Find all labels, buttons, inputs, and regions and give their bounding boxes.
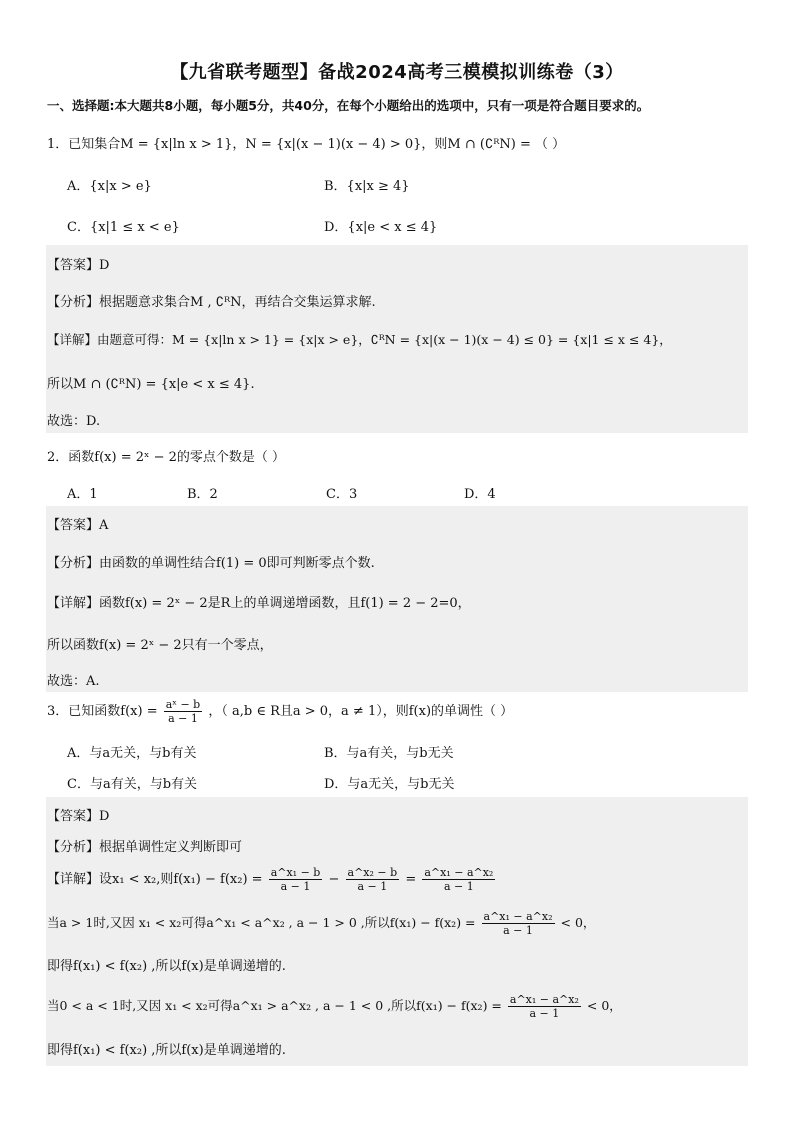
- q1-stem: 1．已知集合M = {x|ln x > 1}，N = {x|(x − 1)(x − 4) > 0}，则M ∩ (∁ᴿN) = （ ）: [47, 137, 566, 152]
- q3-case-2-suffix: < 0，: [586, 998, 622, 1013]
- q3-stem-suffix: ，（ a,b ∈ R且a > 0，a ≠ 1），则f(x)的单调性（ ）: [208, 704, 514, 719]
- q3-analysis: 【分析】根据单调性定义判断即可: [47, 840, 243, 855]
- q1-detail-1: 【详解】由题意可得：M = {x|ln x > 1} = {x|x > e}，∁ᴿN = {x|(x − 1)(x − 4) ≤ 0} = {x|1 ≤ x ≤ 4}，: [47, 332, 672, 347]
- q2-option-c: C．3: [326, 487, 358, 502]
- q3-stem-fraction-denominator: a − 1: [168, 712, 198, 725]
- q3-stem-prefix: 3．已知函数f(x) =: [47, 704, 158, 719]
- q3-detail-1: [47, 866, 497, 893]
- q3-detail-fraction-2-denominator: a − 1: [357, 880, 388, 893]
- q3-case-1-fraction-denominator: a − 1: [503, 924, 533, 937]
- q1-answer: 【答案】D: [47, 258, 110, 273]
- q2-stem: 2．函数f(x) = 2ˣ − 2的零点个数是（ ）: [47, 450, 286, 465]
- q3-detail-fraction-3: [422, 866, 495, 893]
- q3-stem: [47, 698, 513, 725]
- section-heading: 一、选择题:本大题共8小题，每小题5分，共40分，在每个小题给出的选项中，只有一项是符合题目要求的。: [47, 98, 650, 113]
- q2-answer: 【答案】A: [47, 518, 109, 533]
- q3-answer: 【答案】D: [47, 809, 110, 824]
- q3-case-2-conclusion: 即得f(x₁) < f(x₂) ,所以f(x)是单调递增的.: [47, 1043, 286, 1058]
- q3-case-2-fraction-numerator: a^x₁ − a^x₂: [509, 993, 579, 1006]
- q1-option-c: C．{x|1 ≤ x < e}: [67, 220, 180, 235]
- q3-stem-fraction: [164, 698, 202, 725]
- q3-detail-fraction-2-numerator: a^x₂ − b: [347, 866, 398, 879]
- q3-detail-fraction-1-numerator: a^x₁ − b: [270, 866, 321, 879]
- q3-detail-fraction-3-numerator: a^x₁ − a^x₂: [424, 866, 494, 879]
- q3-case-1-suffix: < 0，: [560, 915, 596, 930]
- q3-case-1: [47, 910, 595, 937]
- q3-option-a: A．与a无关，与b有关: [67, 746, 197, 761]
- q3-stem-fraction-numerator: aˣ − b: [165, 698, 201, 711]
- q3-detail-1-equals: =: [405, 872, 417, 887]
- q1-option-b: B．{x|x ≥ 4}: [324, 179, 410, 194]
- q3-case-2-fraction: [508, 993, 581, 1020]
- q3-detail-1-prefix: 【详解】设x₁ < x₂,则f(x₁) − f(x₂) =: [47, 872, 263, 887]
- q3-case-2-prefix: 当0 < a < 1时,又因 x₁ < x₂可得a^x₁ > a^x₂ , a − 1 < 0 ,所以f(x₁) − f(x₂) =: [47, 998, 502, 1013]
- q3-case-1-fraction-numerator: a^x₁ − a^x₂: [483, 910, 553, 923]
- q3-case-2: [47, 993, 622, 1020]
- q1-option-a: A．{x|x > e}: [67, 179, 152, 194]
- q3-case-1-prefix: 当a > 1时,又因 x₁ < x₂可得a^x₁ < a^x₂ , a − 1 > 0 ,所以f(x₁) − f(x₂) =: [47, 915, 476, 930]
- q2-option-d: D．4: [464, 487, 496, 502]
- q2-analysis: 【分析】由函数的单调性结合f(1) = 0即可判断零点个数.: [47, 556, 375, 571]
- q1-analysis: 【分析】根据题意求集合M , ∁ᴿN，再结合交集运算求解.: [47, 295, 376, 310]
- q1-choice: 故选：D.: [47, 414, 101, 429]
- q2-option-a: A．1: [67, 487, 98, 502]
- q2-option-b: B．2: [187, 487, 218, 502]
- q1-option-d: D．{x|e < x ≤ 4}: [324, 220, 438, 235]
- q3-detail-fraction-1: [269, 866, 323, 893]
- q2-detail-1: 【详解】函数f(x) = 2ˣ − 2是R上的单调递增函数，且f(1) = 2 − 2=0，: [47, 596, 471, 611]
- q3-option-b: B．与a有关，与b无关: [324, 746, 454, 761]
- q3-option-c: C．与a有关，与b有关: [67, 777, 198, 792]
- q2-detail-2: 所以函数f(x) = 2ˣ − 2只有一个零点，: [47, 638, 273, 653]
- q3-detail-1-minus: −: [328, 872, 340, 887]
- page-title: 【九省联考题型】备战2024高考三模模拟训练卷（3）: [170, 62, 624, 83]
- q3-detail-fraction-2: [346, 866, 400, 893]
- q3-case-1-conclusion: 即得f(x₁) < f(x₂) ,所以f(x)是单调递增的.: [47, 959, 286, 974]
- q2-choice: 故选：A.: [47, 674, 100, 689]
- q3-case-1-fraction: [482, 910, 555, 937]
- q1-detail-2: 所以M ∩ (∁ᴿN) = {x|e < x ≤ 4}.: [47, 377, 255, 392]
- q3-detail-fraction-1-denominator: a − 1: [280, 880, 311, 893]
- q3-option-d: D．与a无关，与b无关: [324, 777, 455, 792]
- q3-case-2-fraction-denominator: a − 1: [529, 1007, 560, 1020]
- q3-detail-fraction-3-denominator: a − 1: [443, 880, 474, 893]
